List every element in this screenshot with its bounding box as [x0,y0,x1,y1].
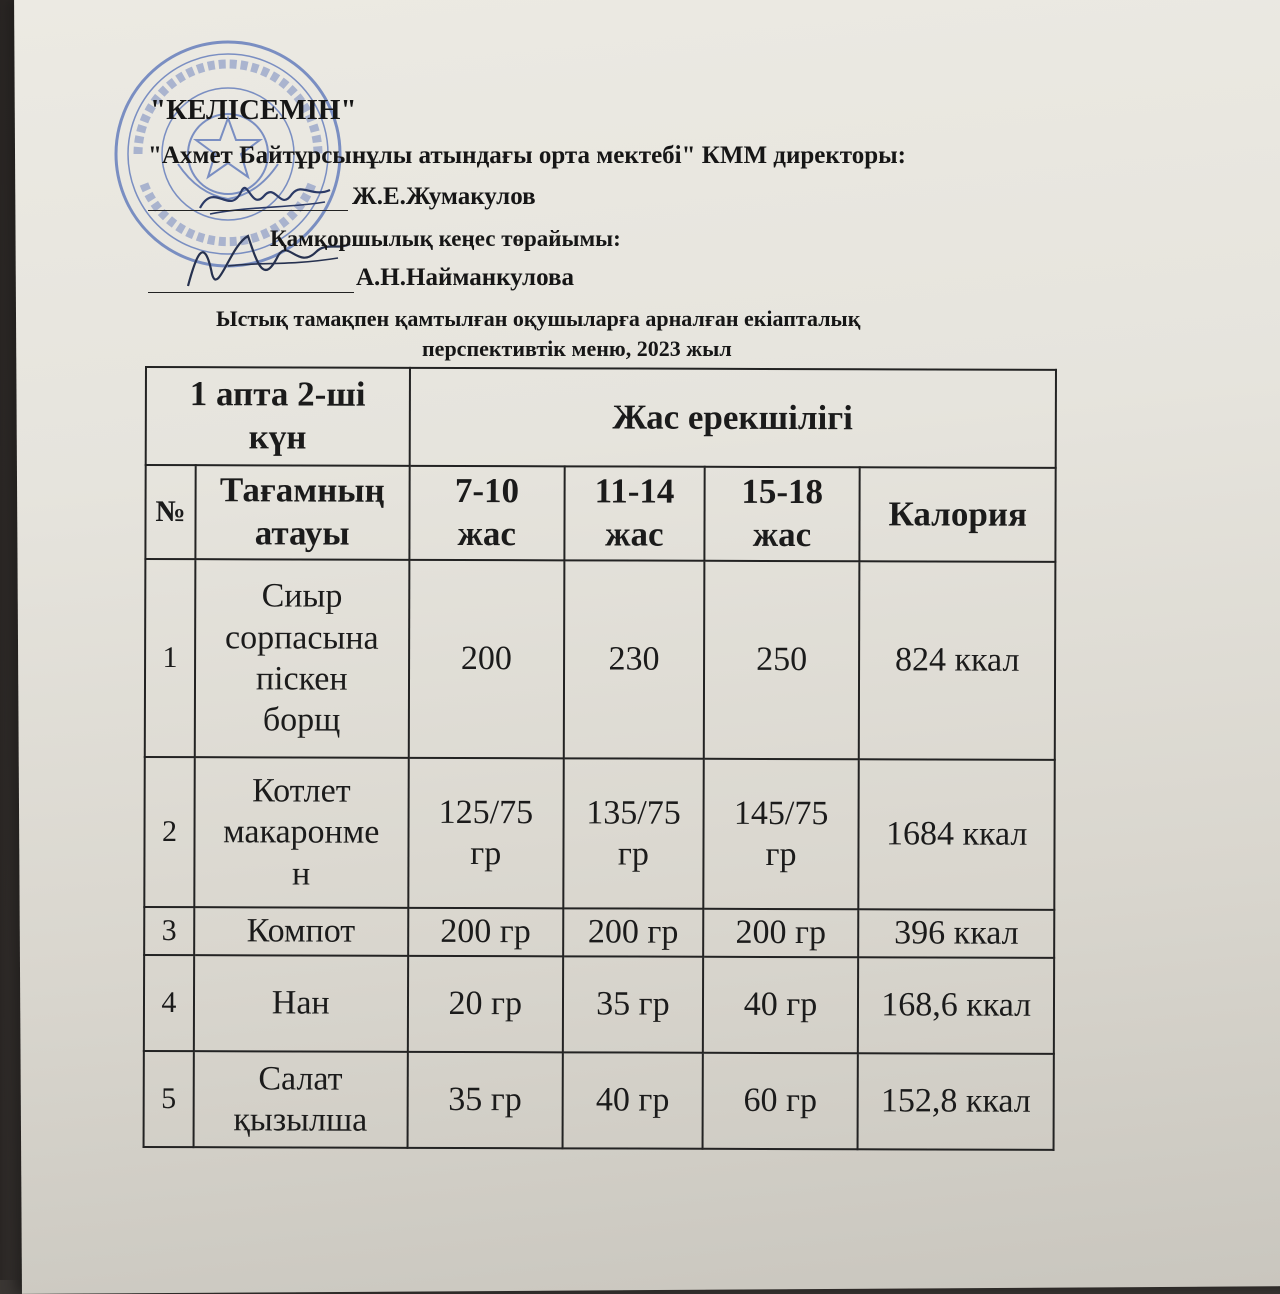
director-signature-line [148,210,348,211]
menu-table [143,366,1057,1151]
portion-11-14: 230 [564,560,704,758]
portion-7-10: 200 гр [408,908,564,956]
menu-title-line-2: перспективтік меню, 2023 жыл [422,336,732,361]
dish-name-cell: Нан [194,955,408,1052]
portion-7-10: 20 гр [407,956,563,1052]
row-number: 1 [145,559,196,757]
column-dish-header [195,465,409,560]
portion-7-10 [408,758,564,908]
approval-heading: "КЕЛІСЕМІН" [150,94,357,126]
portion-11-14 [563,758,703,908]
portion-11-14: 40 гр [563,1052,703,1148]
portion-15-18: 250 [704,561,860,759]
table-row [144,907,1054,958]
director-signature-icon [190,168,340,228]
calories-value: 168,6 ккал [858,957,1054,1054]
table-row [144,955,1054,1054]
dish-name-line: піскен [255,660,348,698]
dish-name-cell [194,757,408,908]
column-calories-header: Калория [860,467,1056,562]
dish-name-line: Салат [258,1059,343,1098]
day-label-line-1: 1 апта 2-ші [189,374,366,415]
dish-name-line: сорпасына [224,618,379,657]
day-label-cell [146,367,410,466]
column-age-7-10-line-2: жас [457,513,517,554]
dish-name-cell [195,559,409,758]
row-number: 2 [144,757,194,907]
table-row [145,559,1056,760]
menu-title-line-1: Ыстық тамақпен қамтылған оқушыларға арналған екіапталық [216,306,861,331]
row-number: 4 [144,955,194,1051]
portion-15-18: 40 гр [703,957,859,1053]
table-header-row [146,367,1056,468]
row-number: 5 [144,1051,194,1147]
school-director-line: "Ахмет Байтұрсынұлы атындағы орта мектебі" КММ директоры: [148,142,906,169]
column-dish-header-line-1: Тағамның [219,470,385,511]
director-name: Ж.Е.Жумакулов [352,183,536,210]
dish-name-line: макаронме [223,813,380,852]
column-age-15-18-line-2: жас [752,514,812,555]
trustee-signature-line [148,292,354,293]
column-age-7-10-line-1: 7-10 [454,471,520,511]
dish-name-line: қызылша [233,1101,368,1139]
portion-unit: гр [765,835,797,874]
portion-15-18 [703,759,859,909]
dish-name-line: борщ [262,701,341,740]
day-label-line-2: күн [248,417,307,457]
calories-value: 152,8 ккал [858,1053,1054,1150]
table-row [144,1051,1054,1150]
dish-name-line: н [291,855,311,893]
dish-name-line: Котлет [252,772,351,810]
column-age-11-14-line-2: жас [605,514,664,554]
column-age-11-14-header [565,466,705,560]
portion-line: 125/75 [438,793,534,831]
trustee-chair-name: А.Н.Найманкулова [356,264,574,291]
portion-line: 145/75 [733,794,829,832]
portion-11-14: 35 гр [563,956,703,1052]
calories-value: 1684 ккал [859,759,1055,910]
portion-line: 135/75 [586,793,681,832]
column-age-11-14-line-1: 11-14 [594,471,675,511]
portion-unit: гр [470,835,502,873]
dish-name-cell [193,1051,407,1148]
column-age-15-18-line-1: 15-18 [741,472,824,512]
dish-name-cell: Компот [194,907,408,956]
column-age-7-10-header [409,466,565,560]
table-row [144,757,1054,910]
row-number: 3 [144,907,194,955]
column-dish-header-line-2: атауы [254,513,350,553]
column-no-header: № [145,465,195,559]
portion-15-18: 200 гр [703,909,859,957]
trustee-title: Қамқоршылық кеңес төрайымы: [270,226,621,251]
portion-unit: гр [617,835,649,873]
column-age-15-18-header [704,467,860,561]
portion-7-10: 35 гр [407,1052,563,1148]
calories-value: 824 ккал [859,561,1055,760]
column-header-row [145,465,1055,562]
dish-name-line: Сиыр [261,577,343,615]
portion-7-10: 200 [408,560,564,758]
calories-value: 396 ккал [859,909,1055,958]
age-group-header: Жас ерекшілігі [409,368,1056,468]
portion-11-14: 200 гр [563,908,703,956]
portion-15-18: 60 гр [702,1053,858,1149]
